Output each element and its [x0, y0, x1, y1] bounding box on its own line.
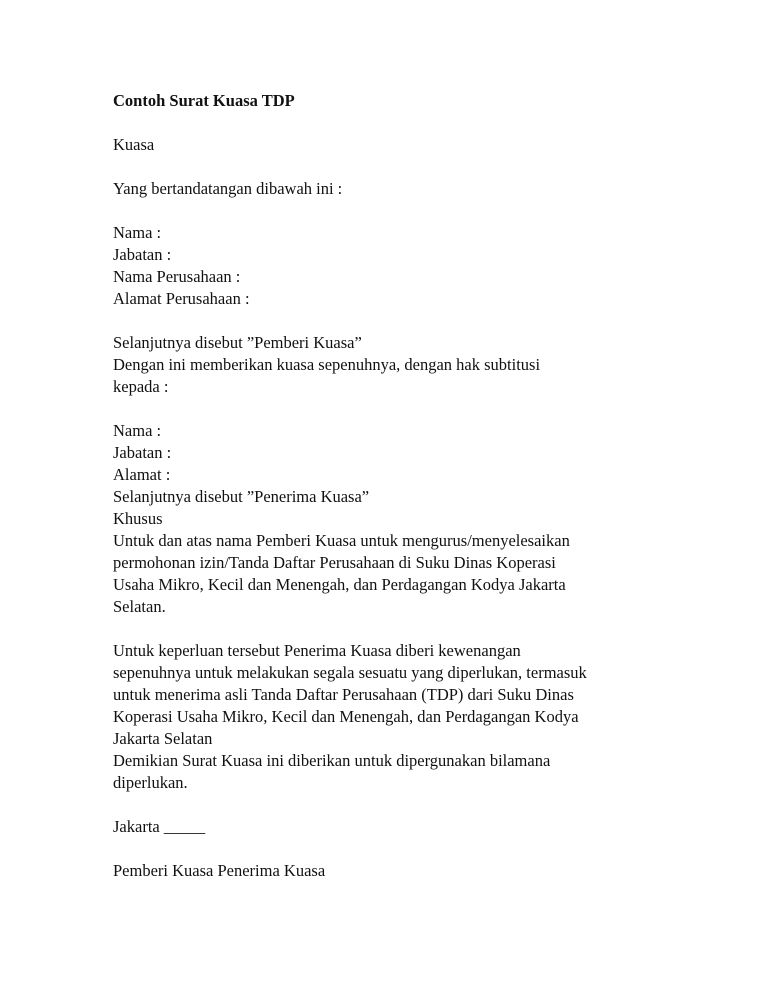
paragraph-line: Untuk dan atas nama Pemberi Kuasa untuk mengurus/menyelesaikan [113, 531, 570, 550]
letter-heading: Kuasa [113, 135, 155, 154]
grantee-name-field: Nama : [113, 421, 162, 440]
place-date: Jakarta _____ [113, 817, 206, 836]
paragraph-line: Dengan ini memberikan kuasa sepenuhnya, dengan hak subtitusi [113, 355, 541, 374]
spacer [113, 200, 673, 222]
paragraph-line: permohonan izin/Tanda Daftar Perusahaan di Suku Dinas Koperasi [113, 553, 556, 572]
grantee-position-field: Jabatan : [113, 443, 172, 462]
paragraph-line: Jakarta Selatan [113, 729, 213, 748]
spacer [113, 310, 673, 332]
grantor-fields [113, 222, 673, 310]
paragraph-line: Demikian Surat Kuasa ini diberikan untuk dipergunakan bilamana [113, 751, 551, 770]
spacer [113, 794, 673, 816]
paragraph-line: diperlukan. [113, 773, 188, 792]
grantor-address-field: Alamat Perusahaan : [113, 289, 250, 308]
spacer [113, 156, 673, 178]
grant-paragraph [113, 354, 673, 398]
purpose-paragraph [113, 530, 673, 618]
paragraph-line: Koperasi Usaha Mikro, Kecil dan Menengah, dan Perdagangan Kodya [113, 707, 579, 726]
document-title: Contoh Surat Kuasa TDP [113, 91, 295, 110]
grantor-reference: Selanjutnya disebut ”Pemberi Kuasa” [113, 333, 362, 352]
paragraph-line: Usaha Mikro, Kecil dan Menengah, dan Perdagangan Kodya Jakarta [113, 575, 566, 594]
spacer [113, 618, 673, 640]
grantor-company-field: Nama Perusahaan : [113, 267, 241, 286]
spacer [113, 838, 673, 860]
grantee-address-field: Alamat : [113, 465, 171, 484]
closing-paragraph [113, 750, 673, 794]
authority-paragraph [113, 640, 673, 750]
grantor-name-field: Nama : [113, 223, 162, 242]
spacer [113, 112, 673, 134]
paragraph-line: Selatan. [113, 597, 166, 616]
special-heading: Khusus [113, 509, 163, 528]
paragraph-line: Untuk keperluan tersebut Penerima Kuasa diberi kewenangan [113, 641, 521, 660]
spacer [113, 398, 673, 420]
grantee-fields [113, 420, 673, 486]
grantee-reference: Selanjutnya disebut ”Penerima Kuasa” [113, 487, 370, 506]
intro-text: Yang bertandatangan dibawah ini : [113, 179, 343, 198]
paragraph-line: sepenuhnya untuk melakukan segala sesuatu yang diperlukan, termasuk [113, 663, 587, 682]
signature-labels: Pemberi Kuasa Penerima Kuasa [113, 861, 326, 880]
grantor-position-field: Jabatan : [113, 245, 172, 264]
letter-body [113, 90, 673, 882]
paragraph-line: untuk menerima asli Tanda Daftar Perusahaan (TDP) dari Suku Dinas [113, 685, 574, 704]
paragraph-line: kepada : [113, 377, 169, 396]
